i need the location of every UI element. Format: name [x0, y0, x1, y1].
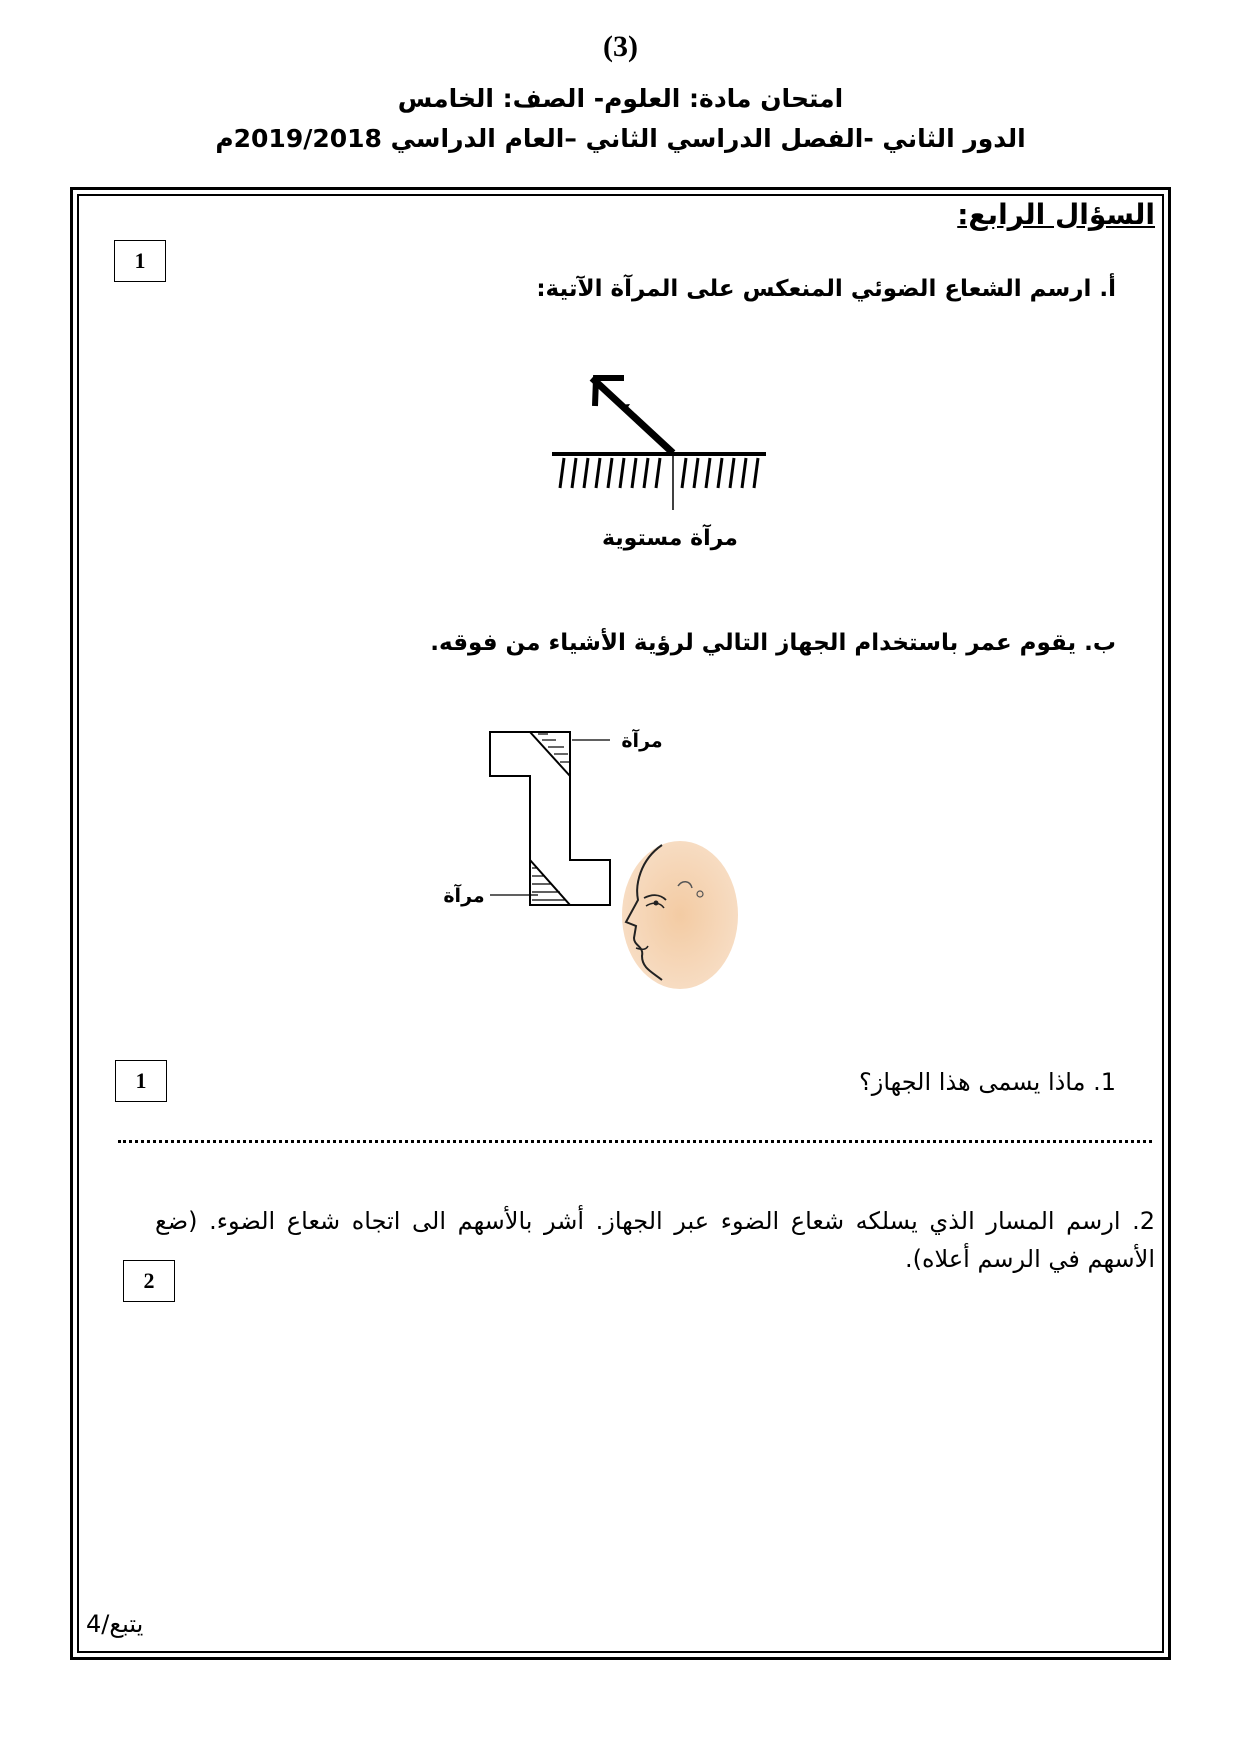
question-sub-1: 1. ماذا يسمى هذا الجهاز؟: [858, 1068, 1116, 1096]
mark-box-a: 1: [114, 240, 166, 282]
question-sub-2: 2. ارسم المسار الذي يسلكه شعاع الضوء عبر الجهاز. أشر بالأسهم الى اتجاه شعاع الضوء. (ضع الأسهم في الرسم أعلاه).: [155, 1207, 1155, 1273]
mark-box-b1: 1: [115, 1060, 167, 1102]
exam-subtitle: الدور الثاني -الفصل الدراسي الثاني –العام الدراسي 2019/2018م: [215, 124, 1026, 153]
mirror-label: مرآة مستوية: [602, 526, 738, 551]
question-part-b: ب. يقوم عمر باستخدام الجهاز التالي لرؤية الأشياء من فوقه.: [430, 630, 1116, 656]
page-number: (3): [603, 30, 638, 63]
face-illustration: [622, 841, 738, 989]
mark-box-b2: 2: [123, 1260, 175, 1302]
continue-note: يتبع/4: [86, 1610, 144, 1638]
answer-line-dotted[interactable]: [118, 1140, 1152, 1143]
mirror-label-bottom: مرآة: [443, 885, 485, 907]
question-title: السؤال الرابع:: [957, 198, 1155, 231]
plane-mirror-diagram: [540, 360, 780, 560]
question-part-a: أ. ارسم الشعاع الضوئي المنعكس على المرآة الآتية:: [536, 276, 1116, 302]
periscope-diagram: [430, 710, 760, 990]
mirror-label-top: مرآة: [621, 730, 663, 752]
exam-title: امتحان مادة: العلوم- الصف: الخامس: [397, 84, 844, 113]
periscope-mirror-bottom: [530, 860, 570, 905]
periscope-tube: [490, 732, 610, 905]
